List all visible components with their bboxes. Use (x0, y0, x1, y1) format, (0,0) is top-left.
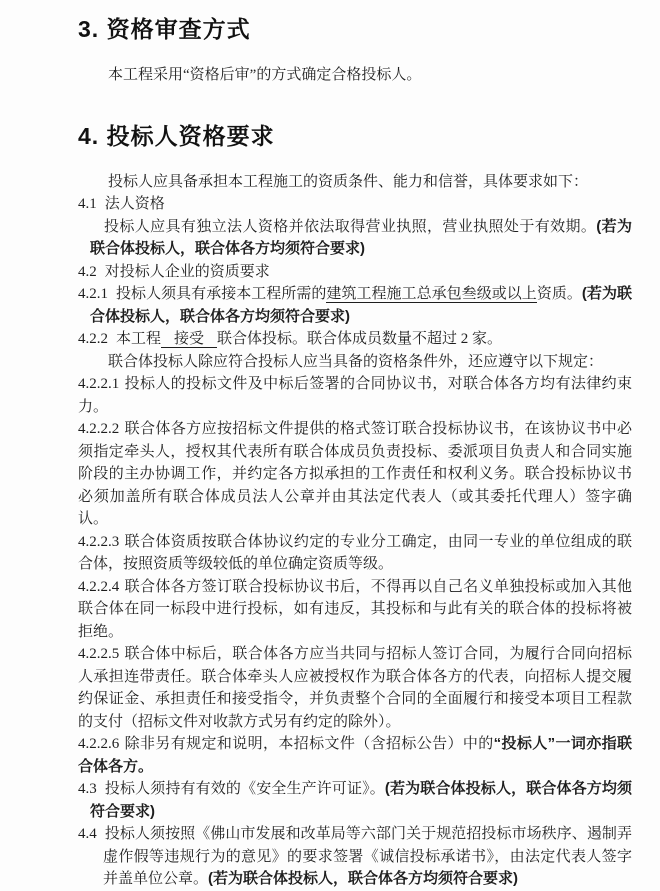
clause-number: 4.2.2.4 (78, 578, 120, 595)
clause-text: 投标人的投标文件及中标后签署的合同协议书，对联合体各方均有法律约束力。 (78, 376, 632, 415)
joint-venture-intro-paragraph: 联合体投标人除应符合投标人应当具备的资格条件外，还应遵守以下规定： (108, 353, 604, 370)
clause-title: 对投标人企业的资质要求 (104, 263, 270, 280)
joint-venture-bold-note: (若为联合体投标人，联合体各方均须符合要求) (90, 780, 632, 820)
section-4-intro: 投标人应具备承担本工程施工的资质条件、能力和信誉，具体要求如下： (108, 173, 589, 190)
clause-number: 4.4 (78, 826, 97, 842)
joint-venture-bold-note: (若为联合体投标人，联合体各方均须符合要求) (90, 217, 632, 257)
clause-4-1-body (78, 216, 632, 261)
clause-number: 4.2.2 (78, 331, 108, 347)
clause-title: 法人资格 (104, 196, 165, 212)
clause-text: 本工程 (116, 331, 162, 347)
clause-text: 联合体投标。联合体成员数量不超过 2 家。 (217, 331, 503, 347)
joint-venture-bold-note: (若为联合体投标人，联合体各方均须符合要求) (208, 870, 519, 887)
clause-4-2 (78, 261, 632, 284)
section-3-heading: 3. 资格审查方式 (78, 16, 251, 42)
clause-number: 4.2.1 (78, 286, 108, 302)
clause-4-3 (78, 778, 632, 823)
section-3-paragraph: 本工程采用“资格后审”的方式确定合格投标人。 (108, 67, 422, 83)
clause-text: 投标人须按照《佛山市发展和改革局等六部门关于规范招投标市场秩序、遏制弄虚作假等违规行为的意见》的要求签署《诚信投标承诺书》，由法定代表人签字并盖单位公章。 (103, 826, 632, 887)
clause-4-2-2-3 (78, 531, 632, 576)
clause-4-4 (78, 823, 632, 891)
clause-number: 4.2.2.2 (78, 421, 120, 437)
clause-number: 4.2.2.1 (78, 376, 120, 392)
clause-number: 4.2.2.5 (78, 646, 120, 662)
clause-text: 投标人应具有独立法人资格并依法取得营业执照，营业执照处于有效期。 (104, 218, 597, 235)
clause-text: 资质。 (536, 286, 582, 302)
clause-text: 联合体各方签订联合投标协议书后，不得再以自己名义单独投标或加入其他联合体在同一标段中进行投标，如有违反，其投标和与此有关的联合体的投标将被拒绝。 (78, 578, 632, 640)
bidder-term-bold: “投标人”一词亦指联合体各方。 (78, 735, 632, 775)
clause-4-1 (78, 193, 632, 216)
clause-4-2-2-5 (78, 643, 632, 733)
clause-4-2-2-4 (78, 576, 632, 644)
clause-text: 投标人须持有有效的《安全生产许可证》。 (104, 781, 385, 797)
clause-4-2-2-6 (78, 733, 632, 778)
clause-text: 投标人须具有承接本工程所需的 (116, 286, 327, 302)
clause-text: 除非另有规定和说明，本招标文件（含招标公告）中的 (124, 736, 494, 752)
clause-4-2-2 (78, 328, 632, 351)
clause-number: 4.1 (78, 196, 97, 212)
clause-4-2-2-2 (78, 418, 632, 531)
joint-venture-bold-note: (若为联合体投标人，联合体各方均须符合要求) (90, 285, 632, 325)
clause-number: 4.2.2.6 (78, 736, 120, 752)
accept-fill-in-underlined: 接受 (161, 331, 217, 348)
clause-text: 联合体中标后，联合体各方应当共同与招标人签订合同，为履行合同向招标人承担连带责任。联合体牵头人应被授权作为联合体各方的代表，向招标人提交履约保证金、承担责任和接受指令，并负责整个合同的全面履行和接受本项目工程款的支付（招标文件对收款方式另有约定的除外）。 (78, 646, 632, 730)
clause-4-2-1 (78, 283, 632, 328)
clause-number: 4.2 (78, 263, 97, 280)
clause-4-2-2-1 (78, 373, 632, 418)
clause-text: 联合体各方应按招标文件提供的格式签订联合投标协议书，在该协议书中必须指定牵头人，授权其代表所有联合体成员负责投标、委派项目负责人和合同实施阶段的主办协调工作，并约定各方拟承担的工作责任和权利义务。联合投标协议书必须加盖所有联合体成员法人公章并由其法定代表人（或其委托代理人）签字确认。 (78, 421, 632, 527)
qualification-grade-underlined: 建筑工程施工总承包叁级或以上 (326, 286, 537, 302)
clause-number: 4.3 (78, 781, 97, 797)
section-4-heading: 4. 投标人资格要求 (78, 122, 275, 149)
clause-number: 4.2.2.3 (78, 533, 120, 550)
clause-text: 联合体资质按联合体协议约定的专业分工确定，由同一专业的单位组成的联合体，按照资质等级较低的单位确定资质等级。 (78, 533, 632, 572)
